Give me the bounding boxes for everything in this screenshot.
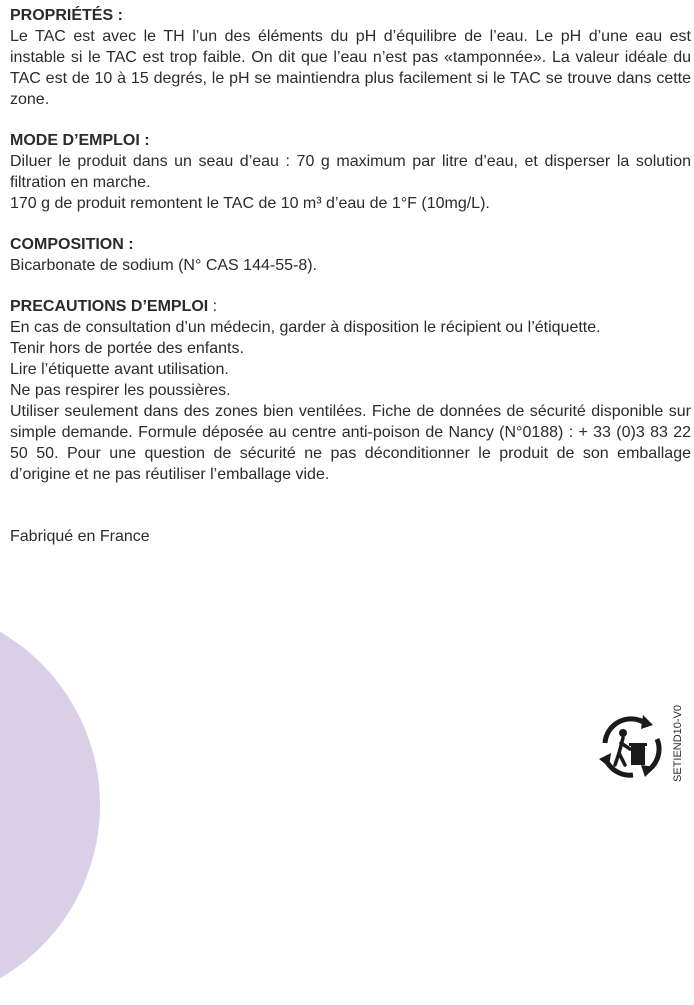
section-composition [10,234,691,276]
text-proprietes: Le TAC est avec le TH l’un des éléments du pH d’équilibre de l’eau. Le pH d’une eau est instable si le TAC est trop faible. On dit que l’eau n’est pas «tamponnée». La valeur idéale du TAC est de 10 à 15 degrés, le pH se maintiendra plus facilement si le TAC se trouve dans cette zone. [10,28,691,108]
decorative-lilac-circle [0,605,100,1005]
section-precautions [10,296,691,485]
precaution-line: Utiliser seulement dans des zones bien ventilées. Fiche de données de sécurité disponible sur simple demande. Formule déposée au centre anti-poison de Nancy (N°0188) : + 33 (0)3 83 22 50 50. Pour une question de sécurité ne pas déconditionner le produit de son emballage d’origine et ne pas réutiliser l’emballage vide. [10,403,691,483]
section-proprietes [10,5,691,110]
text-mode-emploi-2: 170 g de produit remontent le TAC de 10 m³ d’eau de 1°F (10mg/L). [10,195,490,212]
heading-precautions: PRECAUTIONS D’EMPLOI [10,298,209,315]
made-in-france: Fabriqué en France [10,528,150,545]
reference-code: SETIEND10-V0 [672,704,684,782]
precaution-line: Lire l’étiquette avant utilisation. [10,361,229,378]
heading-proprietes: PROPRIÉTÉS : [10,7,123,24]
precaution-line: Ne pas respirer les poussières. [10,382,231,399]
heading-precautions-row [10,296,691,317]
heading-composition: COMPOSITION : [10,236,134,253]
precaution-line: Tenir hors de portée des enfants. [10,340,244,357]
text-mode-emploi-1: Diluer le produit dans un seau d’eau : 70 g maximum par litre d’eau, et disperser la solution filtration en marche. [10,153,691,191]
label-text [10,5,691,505]
heading-mode-emploi: MODE D’EMPLOI : [10,132,150,149]
triman-recycling-icon [597,713,665,781]
precaution-line: En cas de consultation d’un médecin, garder à disposition le récipient ou l’étiquette. [10,319,601,336]
section-mode-emploi [10,130,691,214]
text-composition: Bicarbonate de sodium (N° CAS 144-55-8). [10,257,317,274]
heading-precautions-suffix: : [208,298,218,315]
